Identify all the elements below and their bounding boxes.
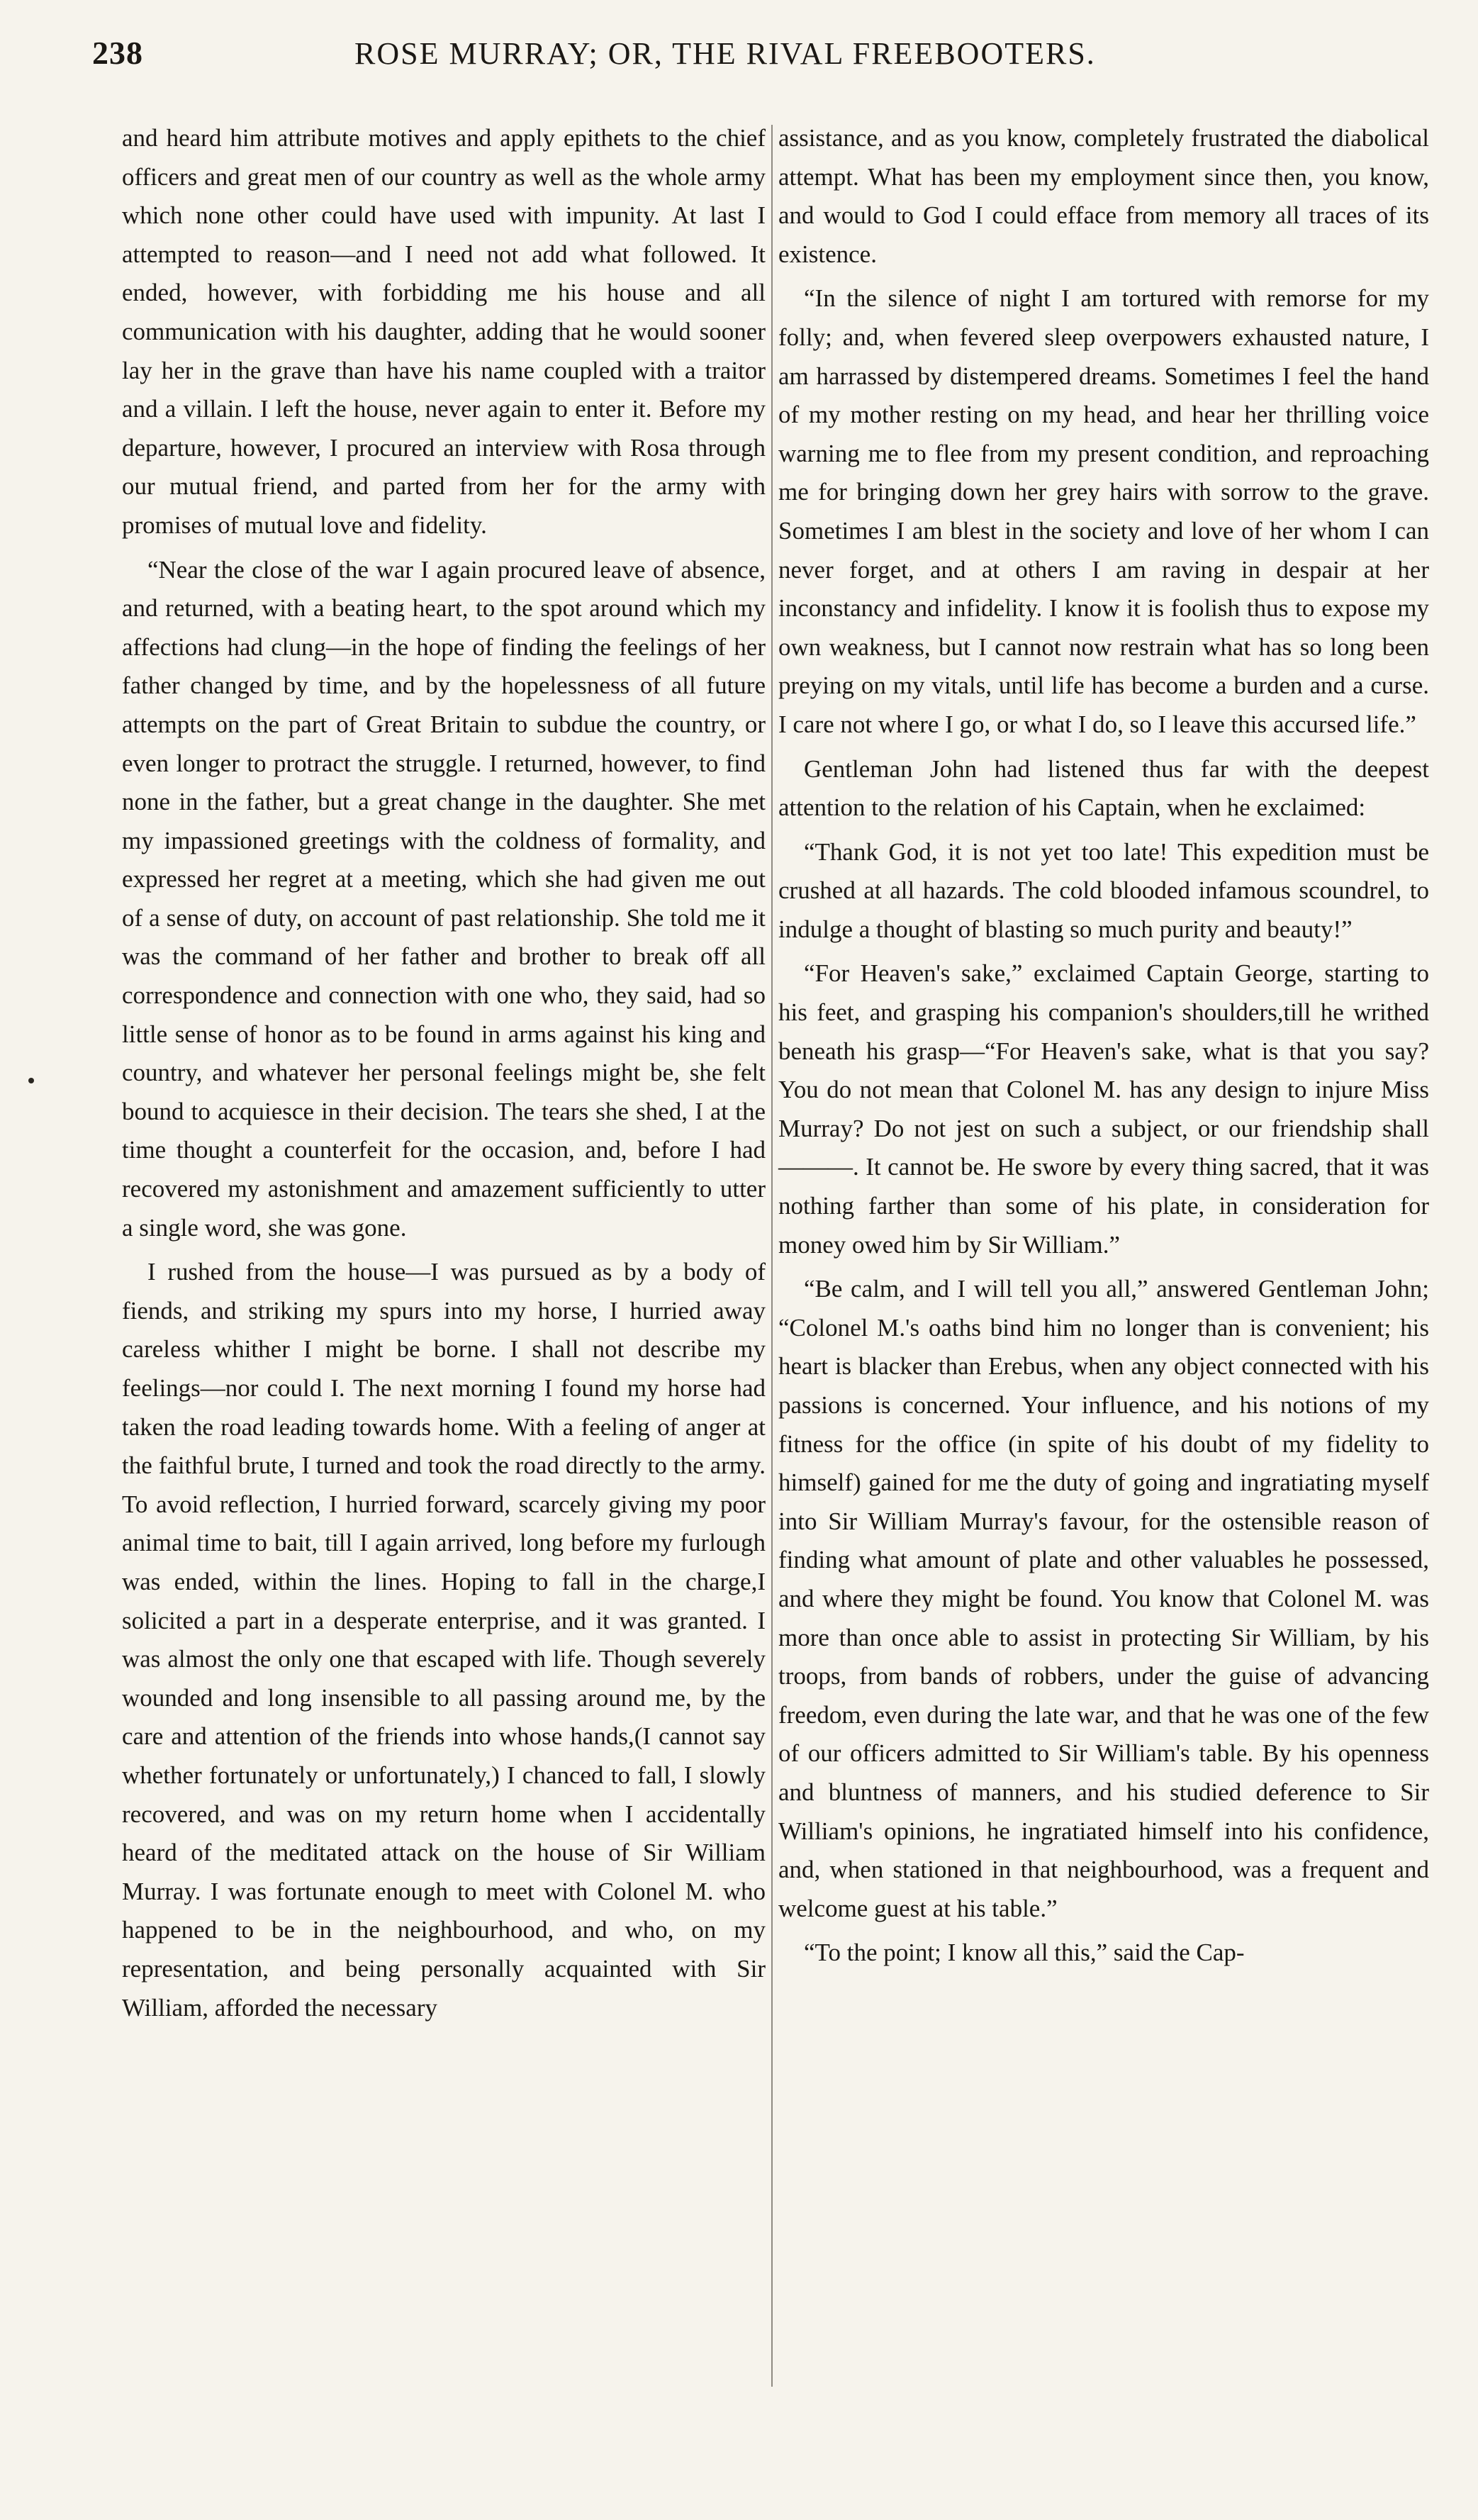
running-title: ROSE MURRAY; OR, THE RIVAL FREEBOOTERS. — [354, 36, 1096, 71]
paragraph: Gentleman John had listened thus far with the deepest attention to the relation of his Captain, when he exclaimed: — [778, 754, 1429, 822]
paragraph: “Near the close of the war I again procured leave of absence, and returned, with a beating heart, to the spot around which my affections had clung—in the hope of finding the feelings of her father changed by time, and by the hopelessness of all future attempts on the part of Great Britain to subdue the country, or even longer to protract the struggle. I returned, however, to find none in the father, but a great change in the daughter. She met my impassioned greetings with the coldness of formality, and expressed her regret at a meeting, which she had given me out of a sense of duty, on account of past relationship. She told me it was the command of her father and brother to break off all correspondence and connection with one who, they said, had so little sense of honor as to be found in arms against his king and country, and whatever her personal feelings might be, she felt bound to acquiesce in their decision. The tears she shed, I at the time thought a counterfeit for the occasion, and, before I had recovered my astonishment and amazement sufficiently to utter a single word, she was gone. — [122, 555, 766, 1242]
paragraph: I rushed from the house—I was pursued as by a body of fiends, and striking my spurs into my horse, I hurried away careless whither I might be borne. I shall not describe my feelings—nor could I. The next morning I found my horse had taken the road leading towards home. With a feeling of anger at the faithful brute, I turned and took the road directly to the army. To avoid reflection, I hurried forward, scarcely giving my poor animal time to bait, till I again arrived, long before my furlough was ended, within the lines. Hoping to fall in the charge,I solicited a part in a desperate enterprise, and it was granted. I was almost the only one that escaped with life. Though severely wounded and long insensible to all passing around me, by the care and attention of the friends into whose hands,(I cannot say whether fortunately or unfortunately,) I chanced to fall, I slowly recovered, and was on my return home when I accidentally heard of the meditated attack on the house of Sir William Murray. I was fortunate enough to meet with Colonel M. who happened to be in the neighbourhood, and who, on my representation, and being personally acquainted with Sir William, afforded the necessary — [122, 1258, 766, 2022]
margin-speck — [28, 1078, 34, 1083]
paragraph: “For Heaven's sake,” exclaimed Captain George, starting to his feet, and grasping his companion's shoulders,till he writhed beneath his grasp—“For Heaven's sake, what is that you say? You do not mean that Colonel M. has any design to injure Miss Murray? Do not jest on such a subject, or our friendship shall———. It cannot be. He swore by every thing sacred, that it was nothing farther than some of his plate, in consideration for money owed him by Sir William.” — [778, 959, 1429, 1259]
paragraph: “Be calm, and I will tell you all,” answered Gentleman John; “Colonel M.'s oaths bind him no longer than is convenient; his heart is blacker than Erebus, when any object connected with his passions is concerned. Your influence, and his notions of my fitness for the office (in spite of his doubt of my fidelity to himself) gained for me the duty of going and ingratiating myself into Sir William Murray's favour, for the ostensible reason of finding what amount of plate and other valuables he possessed, and where they might be found. You know that Colonel M. was more than once able to assist in protecting Sir William, by his troops, from bands of robbers, under the guise of advancing freedom, even during the late war, and that he was one of the few of our officers admitted to Sir William's table. By his openness and bluntness of manners, and his studied deference to Sir William's opinions, he ingratiated himself into his confidence, and, when stationed in that neighbourhood, was a frequent and welcome guest at his table.” — [778, 1275, 1429, 1922]
paragraph: assistance, and as you know, completely frustrated the diabolical attempt. What has been my employment since then, you know, and would to God I could efface from memory all traces of its existence. — [778, 124, 1429, 268]
right-column — [778, 119, 1429, 1978]
paragraph: “Thank God, it is not yet too late! This expedition must be crushed at all hazards. The cold blooded infamous scoundrel, to indulge a thought of blasting so much purity and beauty!” — [778, 837, 1429, 943]
page-header — [92, 34, 1411, 91]
page-number: 238 — [92, 35, 143, 71]
left-column — [122, 119, 766, 2033]
paragraph: “To the point; I know all this,” said the Cap- — [804, 1939, 1245, 1967]
paragraph: “In the silence of night I am tortured with remorse for my folly; and, when fevered sleep overpowers exhausted nature, I am harrassed by distempered dreams. Sometimes I feel the hand of my mother resting on my head, and hear her thrilling voice warning me to flee from my present condition, and reproaching me for bringing down her grey hairs with sorrow to the grave. Sometimes I am blest in the society and love of her whom I can never forget, and at others I am raving in despair at her inconstancy and infidelity. I know it is foolish thus to expose my own weakness, but I cannot now restrain what has so long been preying on my vitals, until life has become a burden and a curse. I care not where I go, or what I do, so I leave this accursed life.” — [778, 284, 1429, 738]
column-divider — [771, 125, 773, 2387]
paragraph: and heard him attribute motives and apply epithets to the chief officers and great men of our country as well as the whole army which none other could have used with impunity. At last I attempted to reason—and I need not add what followed. It ended, however, with forbidding me his house and all communication with his daughter, adding that he would sooner lay her in the grave than have his name coupled with a traitor and a villain. I left the house, never again to enter it. Before my departure, however, I procured an interview with Rosa through our mutual friend, and parted from her for the army with promises of mutual love and fidelity. — [122, 124, 766, 539]
